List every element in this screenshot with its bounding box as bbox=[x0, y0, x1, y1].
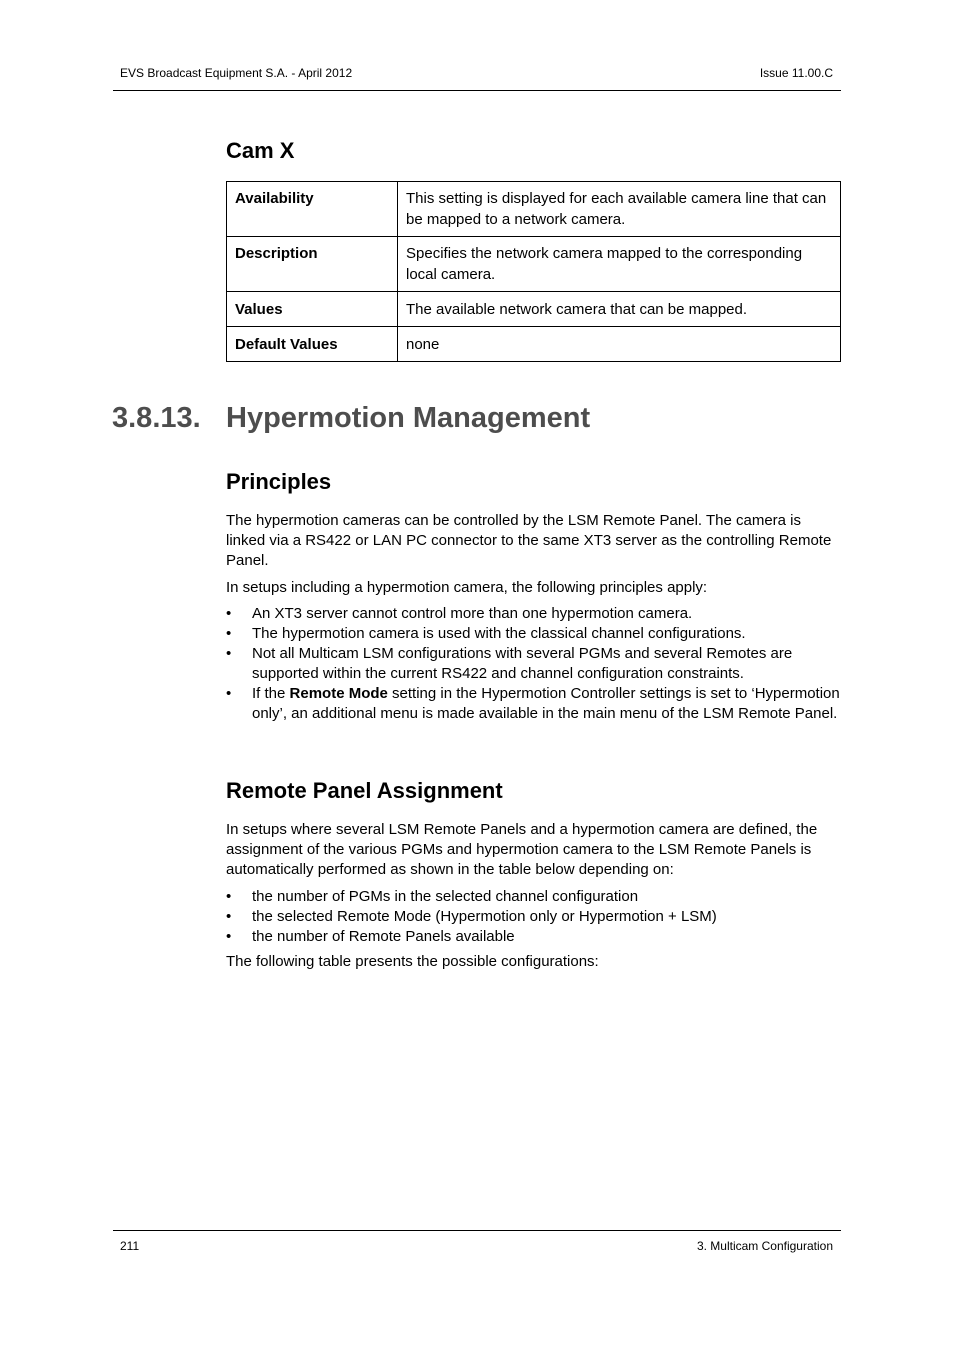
list-item-text bbox=[252, 685, 840, 722]
header-issue-text: Issue 11.00.C bbox=[759, 66, 833, 80]
table-row bbox=[227, 237, 841, 292]
header-left-text: EVS Broadcast Equipment S.A. - April 2012 bbox=[120, 66, 353, 80]
principles-list bbox=[226, 604, 842, 724]
principles-paragraph: The hypermotion cameras can be controlled by the LSM Remote Panel. The camera is linked via a RS422 or LAN PC connector to the same XT3 server as the controlling Remote Panel. bbox=[226, 512, 832, 569]
principles-intro: In setups including a hypermotion camera, the following principles apply: bbox=[226, 579, 708, 596]
list-item bbox=[226, 644, 842, 684]
row-value: Specifies the network camera mapped to the corresponding local camera. bbox=[398, 237, 841, 292]
bullet-icon: • bbox=[226, 605, 232, 622]
list-item-text: the number of PGMs in the selected channel configuration bbox=[252, 888, 639, 905]
row-value: none bbox=[398, 327, 841, 362]
list-item-text: The hypermotion camera is used with the classical channel configurations. bbox=[252, 625, 746, 642]
row-value: This setting is displayed for each available camera line that can be mapped to a network camera. bbox=[398, 182, 841, 237]
list-item bbox=[226, 907, 842, 927]
list-item-text: Not all Multicam LSM configurations with several PGMs and several Remotes are supported within the current RS422 and channel configuration constraints. bbox=[252, 645, 793, 682]
remote-list bbox=[226, 887, 842, 947]
list-item-text: An XT3 server cannot control more than one hypermotion camera. bbox=[252, 605, 693, 622]
page-number: 211 bbox=[120, 1239, 140, 1253]
section-heading bbox=[112, 400, 590, 436]
remote-paragraph: In setups where several LSM Remote Panels and a hypermotion camera are defined, the assignment of the various PGMs and hypermotion camera to the LSM Remote Panels is automatically performed as shown in the table below depending on: bbox=[226, 821, 818, 878]
row-key: Default Values bbox=[227, 327, 398, 362]
row-key: Values bbox=[227, 292, 398, 327]
table-row bbox=[227, 327, 841, 362]
list-item bbox=[226, 927, 842, 947]
bullet-icon: • bbox=[226, 685, 232, 702]
remote-heading: Remote Panel Assignment bbox=[226, 778, 503, 803]
bullet-icon: • bbox=[226, 908, 232, 925]
row-key: Availability bbox=[227, 182, 398, 237]
table-row bbox=[227, 292, 841, 327]
header-divider bbox=[113, 90, 841, 91]
text-pre: If the bbox=[252, 685, 290, 702]
remote-table-intro: The following table presents the possible configurations: bbox=[226, 953, 599, 970]
list-item bbox=[226, 604, 842, 624]
list-item bbox=[226, 887, 842, 907]
list-item bbox=[226, 624, 842, 644]
camx-heading: Cam X bbox=[226, 138, 295, 163]
remote-mode-setting: Remote Mode bbox=[289, 685, 388, 702]
table-row bbox=[227, 182, 841, 237]
section-number: 3.8.13. bbox=[112, 402, 201, 434]
camx-properties-table bbox=[226, 181, 841, 362]
text-post: setting in the Hypermotion Controller settings is set to ‘Hypermotion only’, an additional menu is made available in the main menu of the LSM Remote Panel. bbox=[252, 685, 840, 722]
list-item-text: the selected Remote Mode (Hypermotion only or Hypermotion + LSM) bbox=[252, 908, 717, 925]
list-item bbox=[226, 684, 842, 724]
principles-heading: Principles bbox=[226, 469, 332, 494]
bullet-icon: • bbox=[226, 888, 232, 905]
row-value: The available network camera that can be mapped. bbox=[398, 292, 841, 327]
bullet-icon: • bbox=[226, 928, 232, 945]
section-title: Hypermotion Management bbox=[226, 402, 591, 434]
footer-divider bbox=[113, 1230, 841, 1231]
chapter-title: 3. Multicam Configuration bbox=[696, 1239, 833, 1253]
row-key: Description bbox=[227, 237, 398, 292]
bullet-icon: • bbox=[226, 645, 232, 662]
list-item-text: the number of Remote Panels available bbox=[252, 928, 515, 945]
bullet-icon: • bbox=[226, 625, 232, 642]
